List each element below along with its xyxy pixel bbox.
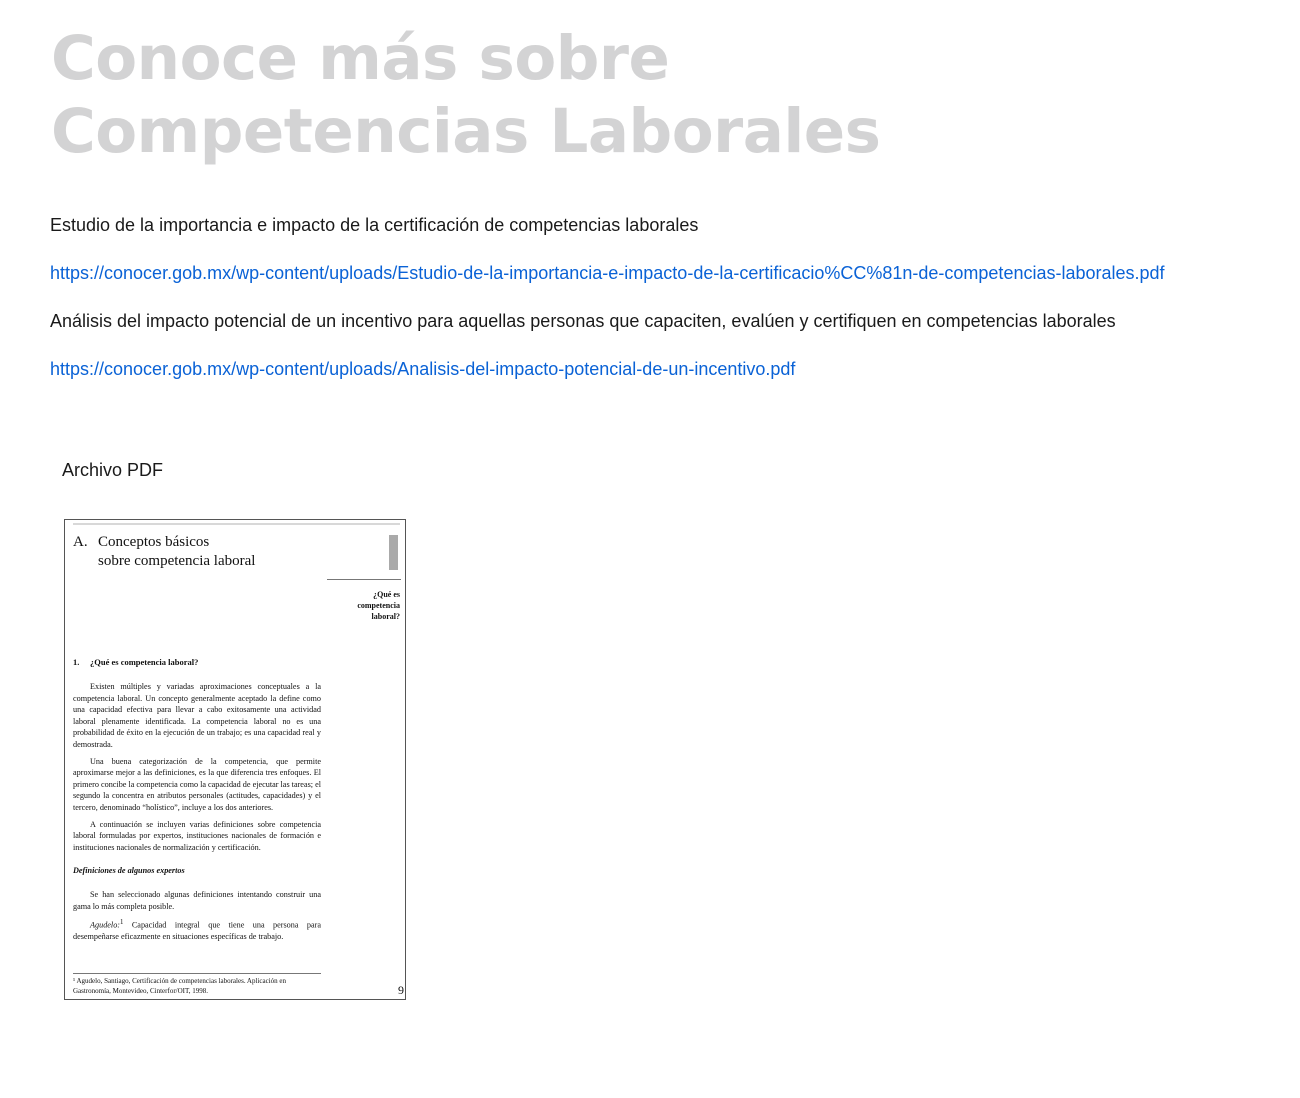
study-1-title: Estudio de la importancia e impacto de la certificación de competencias laborales bbox=[50, 215, 699, 235]
pdf-paragraph-5-author: Agudelo: bbox=[90, 920, 121, 930]
page-title-line-1: Conoce más sobre bbox=[51, 23, 670, 94]
pdf-margin-note: ¿Qué es competencia laboral? bbox=[357, 590, 400, 621]
pdf-section-letter: A. bbox=[73, 534, 88, 550]
pdf-paragraph-4: Se han seleccionado algunas definiciones intentando construir una gama lo más completa posible. bbox=[73, 889, 321, 911]
pdf-paragraph-5 bbox=[73, 917, 321, 943]
pdf-paragraph-5-text: Capacidad integral que tiene una persona para desempeñarse eficazmente en situaciones específicas de trabajo. bbox=[73, 920, 321, 942]
pdf-heading bbox=[73, 533, 255, 571]
page-title-line-2: Competencias Laborales bbox=[51, 96, 881, 167]
pdf-footnote-rule bbox=[73, 973, 321, 974]
pdf-paragraph-5-footnote-ref: 1 bbox=[120, 919, 124, 927]
pdf-top-rule bbox=[73, 523, 400, 525]
study-2-title: Análisis del impacto potencial de un incentivo para aquellas personas que capaciten, evalúen y certifiquen en competencias laborales bbox=[50, 311, 1116, 331]
pdf-paragraph-1: Existen múltiples y variadas aproximaciones conceptuales a la competencia laboral. Un concepto generalmente aceptado la define como una capacidad efectiva para llevar a cabo exitosamente una actividad laboral plenamente identificada. La competencia laboral no es una probabilidad de éxito en la ejecución de un trabajo; es una capacidad real y demostrada. bbox=[73, 682, 321, 749]
pdf-thumbnail[interactable] bbox=[64, 519, 406, 1000]
pdf-subheading: Definiciones de algunos expertos bbox=[73, 866, 185, 876]
pdf-heading-line-1: Conceptos básicos bbox=[98, 534, 210, 550]
pdf-paragraph-2: Una buena categorización de la competencia, que permite aproximarse mejor a las definiciones, es la que diferencia tres enfoques. El primero concibe la competencia como la capacidad de ejecutar las tareas; el segundo la concentra en atributos personales (actitudes, capacidades) y el tercero, denominado “holístico”, incluye a los dos anteriores. bbox=[73, 756, 321, 812]
pdf-section-number: 1. bbox=[73, 657, 80, 667]
study-2-link[interactable]: https://conocer.gob.mx/wp-content/uploads/Analisis-del-impacto-potencial-de-un-incentivo.pdf bbox=[50, 359, 796, 379]
study-1-link[interactable]: https://conocer.gob.mx/wp-content/uploads/Estudio-de-la-importancia-e-impacto-de-la-certificacio%CC%81n-de-competencias-laborales.pdf bbox=[50, 263, 1165, 283]
pdf-section-label: Archivo PDF bbox=[62, 460, 164, 480]
resources-section bbox=[50, 214, 1250, 406]
pdf-page-number: 9 bbox=[398, 983, 404, 997]
pdf-tab-marker bbox=[389, 535, 398, 570]
pdf-section-title: ¿Qué es competencia laboral? bbox=[90, 657, 199, 667]
pdf-footnote: ¹ Agudelo, Santiago, Certificación de competencias laborales. Aplicación en Gastronomía, Montevideo, Cinterfor/OIT, 1998. bbox=[73, 977, 287, 995]
pdf-paragraph-3: A continuación se incluyen varias definiciones sobre competencia laboral formuladas por expertos, instituciones nacionales de formación e instituciones nacionales de normalización y certificación. bbox=[73, 819, 321, 852]
page-title bbox=[51, 22, 880, 168]
pdf-margin-rule bbox=[327, 579, 401, 580]
pdf-body bbox=[73, 681, 321, 948]
pdf-section-heading bbox=[73, 657, 198, 667]
pdf-heading-line-2: sobre competencia laboral bbox=[98, 553, 256, 569]
